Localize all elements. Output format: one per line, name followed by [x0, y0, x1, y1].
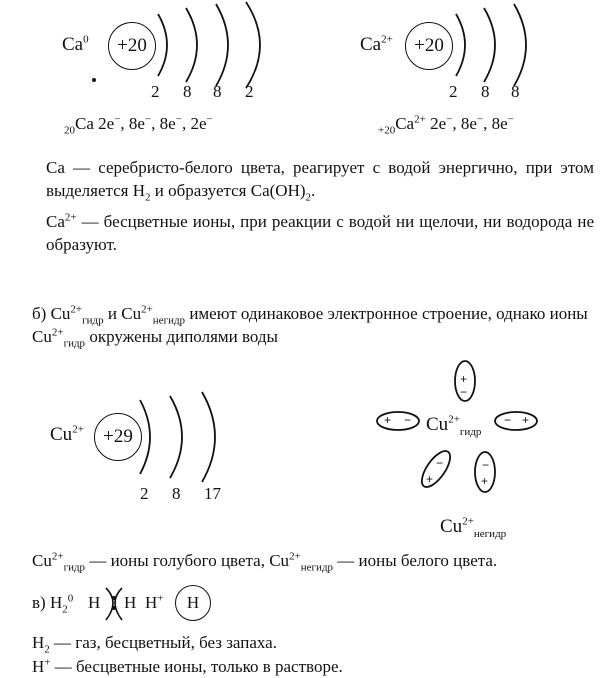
sb-text1: имеют одинаковое электронное строение, однако ионы: [185, 304, 588, 323]
cu-nucleus: [94, 413, 142, 461]
sv-h-plus: [145, 592, 164, 614]
ca0-nucleus-label: +20: [117, 35, 147, 56]
ca-desc-sub2: 2: [305, 191, 312, 204]
ca2-config-3: 8e: [491, 114, 508, 133]
cu-negidr-label: [440, 516, 506, 538]
sb-cu3-charge: 2+: [51, 326, 64, 339]
dipole-br-minus: −: [482, 458, 490, 472]
h2-desc-text: — газ, бесцветный, без запаха.: [49, 633, 277, 652]
cl-cu1: Cu: [32, 551, 52, 570]
ca2-description: [46, 210, 594, 256]
cl-cu1-sub: гидр: [63, 561, 86, 574]
ca0-config-4-sign: −: [206, 113, 213, 126]
cu-hydr-symbol: Cu: [426, 414, 449, 435]
section-b-label: б): [32, 304, 51, 323]
sb-cu1-charge: 2+: [70, 303, 83, 316]
hplus-desc-h: H: [32, 657, 45, 676]
cu-shell-arc-2: [170, 396, 182, 478]
sb-cu3-sub: гидр: [63, 337, 86, 350]
ca0-config-2-sign: −: [144, 113, 152, 126]
ca2-config-1-sign: −: [446, 113, 453, 126]
h2-desc-sub: 2: [44, 643, 50, 656]
ca2-shell-arc-1: [456, 14, 465, 76]
ca2-config-1: 2e: [430, 114, 447, 133]
cu-negidr-charge: 2+: [462, 515, 474, 528]
hplus-desc-sup: +: [44, 656, 51, 669]
sv-h-plus-sup: +: [157, 592, 164, 605]
ca0-config-symbol: Ca: [75, 114, 94, 133]
bond-electron-1: [112, 596, 116, 600]
sb-cu2-sub: негидр: [152, 314, 186, 327]
ca2-config-2: 8e: [460, 114, 477, 133]
ca0-shell-3: 8: [213, 82, 222, 101]
cu-negidr-sub: негидр: [473, 527, 507, 540]
cu-shell-2: 8: [172, 484, 181, 503]
cu-shell-3: 17: [204, 484, 221, 503]
cu-hydr-sub: гидр: [459, 425, 482, 438]
ca0-shell-2: 8: [183, 82, 192, 101]
ca2-shell-1: 2: [449, 82, 458, 101]
section-v-label: в): [32, 593, 50, 612]
ca0-shell-arc-2: [186, 8, 197, 82]
ca0-config-3: 8e: [159, 114, 176, 133]
dipole-br-plus: +: [481, 474, 489, 488]
h2-desc-h: H: [32, 633, 45, 652]
ca2-desc-charge: 2+: [64, 211, 77, 224]
sv-h-left: H: [88, 593, 101, 612]
ca0-shell-1: 2: [151, 82, 160, 101]
cu-charge: 2+: [72, 423, 84, 436]
cu-shell-arc-3: [202, 392, 215, 482]
ca-desc-3: .: [311, 181, 316, 200]
dipole-left-plus: +: [384, 413, 392, 427]
ca0-shell-arc-1: [158, 14, 167, 76]
ca2-desc-symbol: Ca: [46, 212, 65, 231]
dipole-top-minus: −: [460, 385, 468, 399]
ca2-config-charge: 2+: [414, 113, 426, 126]
sv-circled-h-text: H: [186, 593, 200, 612]
ca2-config: $_{+20}Ca^{2+}$ 2e−, 8e−, 8e−: [378, 113, 514, 137]
sb-cu2-charge: 2+: [141, 303, 153, 316]
ca0-config-4: 2e: [190, 114, 207, 133]
ca2-config-z: +20: [378, 124, 396, 137]
ca2-shell-arc-2: [484, 8, 495, 82]
cu-symbol: [50, 424, 84, 446]
ca-desc-sub1: 2: [145, 191, 151, 204]
cu-hydr-charge: 2+: [448, 413, 460, 426]
sb-cu1: Cu: [50, 304, 71, 323]
dipole-top-plus: +: [460, 372, 468, 386]
ca2-shell-2: 8: [481, 82, 490, 101]
ca2-config-3-sign: −: [507, 113, 514, 126]
section-v: [32, 592, 73, 614]
cu-nucleus-label: +29: [103, 426, 133, 447]
ca0-config: $_{20}$Ca 2e−, 8e−, 8e−, 2e−: [64, 113, 213, 137]
sv-h-plus-symbol: H: [145, 593, 158, 612]
dipole-right-plus: +: [522, 413, 530, 427]
dipole-right-minus: −: [504, 413, 512, 427]
ca0-shell-4: 2: [245, 82, 254, 101]
sv-h2-sub: 2: [62, 603, 68, 616]
ca0-config-1-sign: −: [114, 113, 121, 126]
cl-text1: — ионы голубого цвета,: [85, 551, 270, 570]
ca0-config-2: 8e: [128, 114, 145, 133]
ca0-charge: 0: [83, 33, 89, 46]
ca0-symbol-text: Ca: [62, 34, 84, 55]
ca-desc-2: и образуется Ca(OH): [150, 181, 306, 200]
cu-hydrated-label: [426, 414, 481, 436]
sv-circled-h: [175, 585, 211, 621]
dipole-right: [495, 412, 537, 430]
hplus-desc-text: — бесцветные ионы, только в растворе.: [50, 657, 343, 676]
ca0-config-3-sign: −: [175, 113, 182, 126]
ca-desc-1: Ca — серебристо-белого цвета, реагирует с водой энергично, при этом выделяется H: [46, 158, 594, 200]
ca2-charge: 2+: [381, 33, 393, 46]
hplus-description: [32, 656, 343, 678]
sb-text2: окружены диполями воды: [85, 327, 278, 346]
sv-h2-sup: 0: [67, 592, 74, 605]
cu-colors-line: [32, 550, 497, 572]
ca0-shell-arc-4: [246, 2, 260, 88]
cu-symbol-text: Cu: [50, 424, 73, 445]
sb-and: и: [103, 304, 122, 323]
bond-electron-2: [112, 606, 116, 610]
ca2-config-symbol: Ca: [395, 114, 415, 133]
ca-description: [46, 156, 594, 202]
ca0-config-1: 2e: [98, 114, 115, 133]
cu-negidr-symbol: Cu: [440, 516, 463, 537]
ca2-desc-text: — бесцветные ионы, при реакции с водой ни щелочи, ни водорода не образуют.: [46, 212, 594, 254]
dipole-bl-plus: +: [426, 472, 434, 486]
ca2-symbol-text: Ca: [360, 34, 382, 55]
sb-cu2: Cu: [121, 304, 142, 323]
ca2-shell-3: 8: [511, 82, 520, 101]
ca0-shell-arc-3: [216, 4, 228, 86]
ca0-config-z: 20: [64, 124, 75, 137]
dipole-left-minus: −: [404, 413, 412, 427]
dipole-bl-minus: −: [436, 456, 444, 470]
sv-h2: H: [49, 593, 63, 612]
cu-shell-1: 2: [140, 484, 149, 503]
ca2-config-2-sign: −: [476, 113, 484, 126]
h2-bond-lines: [106, 588, 122, 620]
sb-cu3: Cu: [32, 327, 52, 346]
ca2-shell-arc-3: [514, 4, 526, 86]
cl-cu2-charge: 2+: [289, 550, 301, 563]
cl-cu2-sub: негидр: [300, 561, 334, 574]
section-b-text: [32, 302, 594, 348]
cl-cu2: Cu: [269, 551, 290, 570]
cl-text2: — ионы белого цвета.: [333, 551, 498, 570]
h2-description: [32, 632, 277, 654]
sv-h-right: H: [124, 593, 137, 612]
sb-cu1-sub: гидр: [82, 314, 104, 327]
cl-cu1-charge: 2+: [51, 550, 64, 563]
ca2-nucleus-label: +20: [414, 35, 444, 56]
